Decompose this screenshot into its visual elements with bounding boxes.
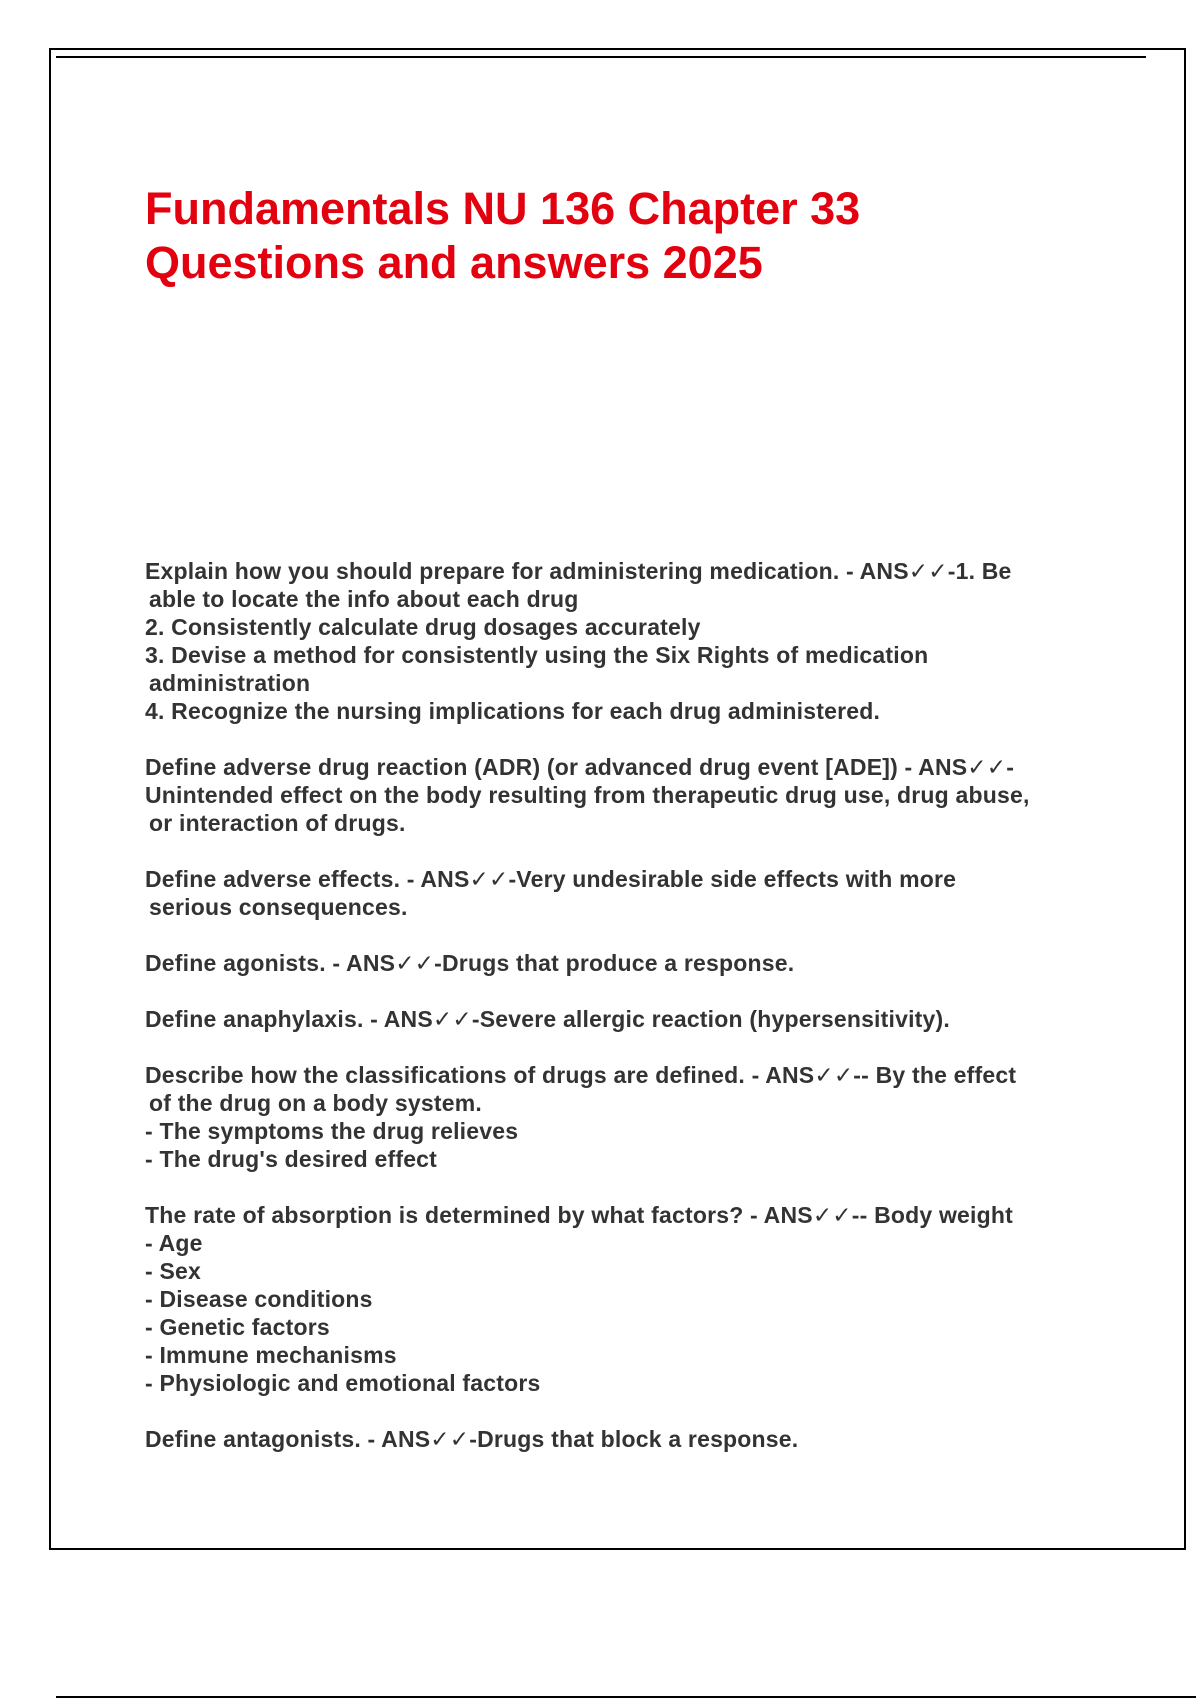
qa-line: - Disease conditions (145, 1286, 373, 1312)
qa-line: administration (149, 670, 311, 696)
qa-item-drug-classifications (145, 1061, 1095, 1173)
qa-line: - Age (145, 1230, 203, 1256)
qa-line: The rate of absorption is determined by what factors? - ANS✓✓-- Body weight (145, 1202, 1013, 1228)
qa-line: 2. Consistently calculate drug dosages accurately (145, 614, 701, 640)
qa-list (145, 557, 1095, 1481)
qa-line: Describe how the classifications of drugs are defined. - ANS✓✓-- By the effect (145, 1062, 1017, 1088)
title-line: Questions and answers 2025 (145, 237, 763, 288)
qa-line: Define adverse effects. - ANS✓✓-Very undesirable side effects with more (145, 866, 957, 892)
qa-line: of the drug on a body system. (149, 1090, 482, 1116)
qa-line: or interaction of drugs. (149, 810, 406, 836)
qa-line: Define anaphylaxis. - ANS✓✓-Severe allergic reaction (hypersensitivity). (145, 1006, 950, 1032)
qa-item-adverse-drug-reaction (145, 753, 1095, 837)
qa-item-absorption-factors (145, 1201, 1095, 1397)
title-line: Fundamentals NU 136 Chapter 33 (145, 183, 861, 234)
qa-line: Define antagonists. - ANS✓✓-Drugs that block a response. (145, 1426, 799, 1452)
qa-item-prepare-medication (145, 557, 1095, 725)
qa-line: Explain how you should prepare for administering medication. - ANS✓✓-1. Be (145, 558, 1012, 584)
qa-line: 4. Recognize the nursing implications for each drug administered. (145, 698, 881, 724)
qa-line: - The drug's desired effect (145, 1146, 438, 1172)
qa-line: serious consequences. (149, 894, 408, 920)
qa-line: Define agonists. - ANS✓✓-Drugs that produce a response. (145, 950, 795, 976)
qa-line: - Immune mechanisms (145, 1342, 397, 1368)
bottom-rule (56, 1696, 1196, 1698)
qa-line: - Sex (145, 1258, 201, 1284)
qa-item-adverse-effects (145, 865, 1095, 921)
qa-line: - Genetic factors (145, 1314, 330, 1340)
qa-line: Define adverse drug reaction (ADR) (or advanced drug event [ADE]) - ANS✓✓- (145, 754, 1015, 780)
document-title (145, 182, 1045, 290)
qa-line: 3. Devise a method for consistently using the Six Rights of medication (145, 642, 929, 668)
qa-line: - The symptoms the drug relieves (145, 1118, 519, 1144)
qa-item-agonists (145, 949, 1095, 977)
qa-line: Unintended effect on the body resulting from therapeutic drug use, drug abuse, (145, 782, 1030, 808)
qa-item-anaphylaxis (145, 1005, 1095, 1033)
qa-item-antagonists (145, 1425, 1095, 1453)
qa-line: able to locate the info about each drug (149, 586, 579, 612)
top-rule (56, 56, 1146, 58)
qa-line: - Physiologic and emotional factors (145, 1370, 541, 1396)
